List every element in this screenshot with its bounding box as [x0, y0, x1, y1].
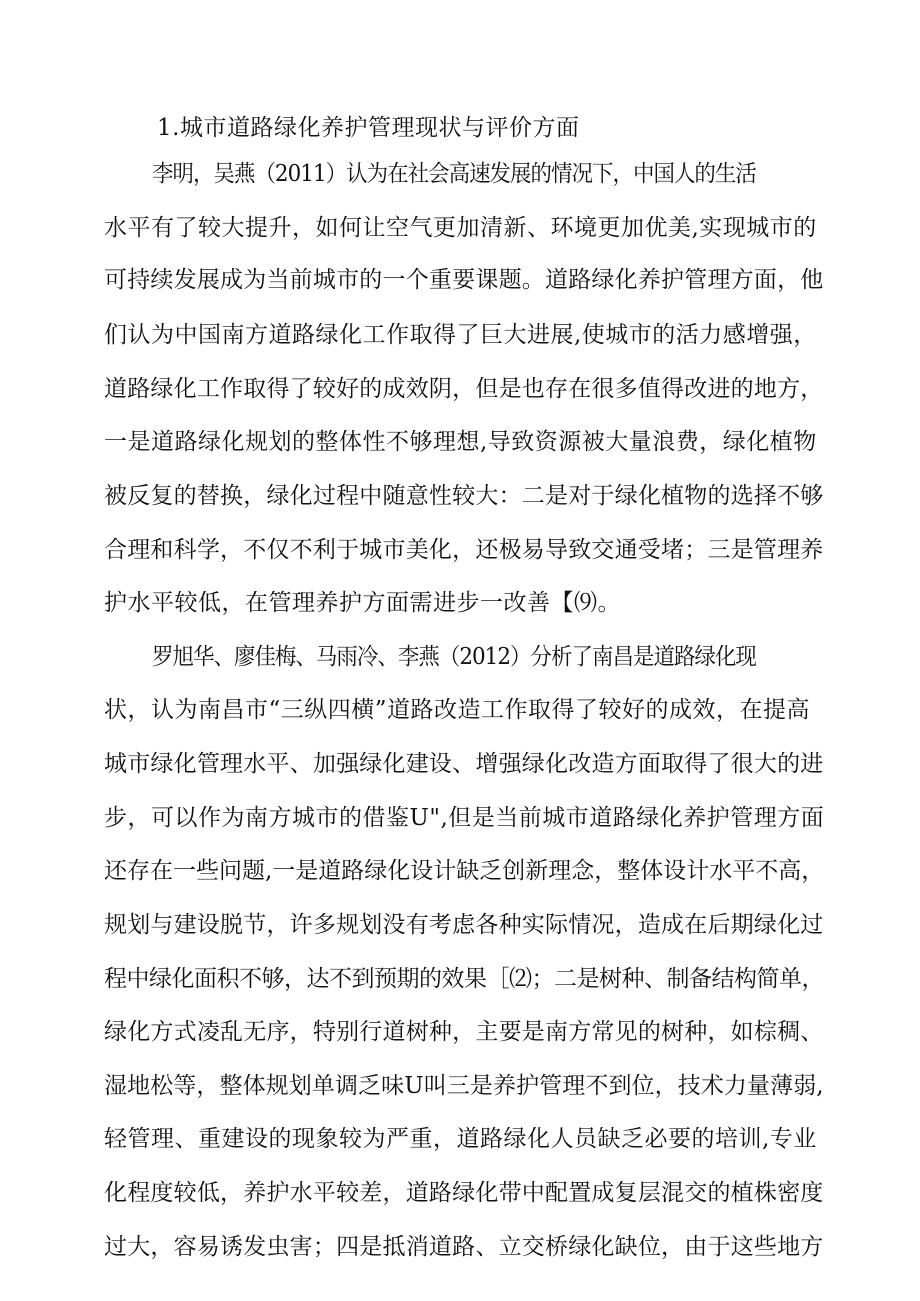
paragraph-line: 状，认为南昌市“三纵四横”道路改造工作取得了较好的成效，在提高	[104, 697, 811, 723]
paragraph-line: 湿地松等，整体规划单调乏味U叫三是养护管理不到位，技术力量薄弱,	[104, 1073, 824, 1099]
paragraph-line: 轻管理、重建设的现象较为严重，道路绿化人员缺乏必要的培训,专业	[104, 1126, 817, 1152]
paragraph-line: 程中绿化面积不够，达不到预期的效果［⑵；二是树种、制备结构简单，	[104, 966, 824, 992]
paragraph-line: 化程度较低，养护水平较差，道路绿化带中配置成复层混交的植株密度	[104, 1180, 824, 1206]
paragraph-line: 城市绿化管理水平、加强绿化建设、增强绿化改造方面取得了很大的进	[104, 751, 824, 777]
paragraph-line: 合理和科学，不仅不利于城市美化，还极易导致交通受堵；三是管理养	[104, 537, 824, 563]
paragraph-line: 李明，吴燕（2011）认为在社会高速发展的情况下，中国人的生活	[152, 161, 756, 187]
paragraph-line: 绿化方式凌乱无序，特别行道树种，主要是南方常见的树种，如棕稠、	[104, 1019, 824, 1045]
paragraph-line: 道路绿化工作取得了较好的成效阴，但是也存在很多值得改进的地方，	[104, 376, 824, 402]
paragraph-line: 步，可以作为南方城市的借鉴U",但是当前城市道路绿化养护管理方面	[104, 805, 825, 831]
paragraph-line: 水平有了较大提升，如何让空气更加清新、环境更加优美,实现城市的	[104, 215, 817, 241]
paragraph-line: 罗旭华、廖佳梅、马雨冷、李燕（2012）分析了南昌是道路绿化现	[152, 644, 756, 670]
paragraph-line: 过大，容易诱发虫害；四是抵消道路、立交桥绿化缺位，由于这些地方	[104, 1234, 824, 1260]
section-heading: 1.城市道路绿化养护管理现状与评价方面	[157, 115, 580, 141]
paragraph-line: 们认为中国南方道路绿化工作取得了巨大进展,使城市的活力感增强，	[104, 322, 817, 348]
paragraph-line: 护水平较低，在管理养护方面需进步一改善【⑼。	[104, 590, 621, 616]
paragraph-line: 规划与建设脱节，许多规划没有考虑各种实际情况，造成在后期绿化过	[104, 912, 824, 938]
paragraph-line: 被反复的替换，绿化过程中随意性较大：二是对于绿化植物的选择不够	[104, 483, 824, 509]
paragraph-line: 还存在一些问题,一是道路绿化设计缺乏创新理念，整体设计水平不高，	[104, 858, 825, 884]
paragraph-line: 可持续发展成为当前城市的一个重要课题。道路绿化养护管理方面，他	[104, 267, 824, 293]
paragraph-line: 一是道路绿化规划的整体性不够理想,导致资源被大量浪费，绿化植物	[104, 429, 817, 455]
